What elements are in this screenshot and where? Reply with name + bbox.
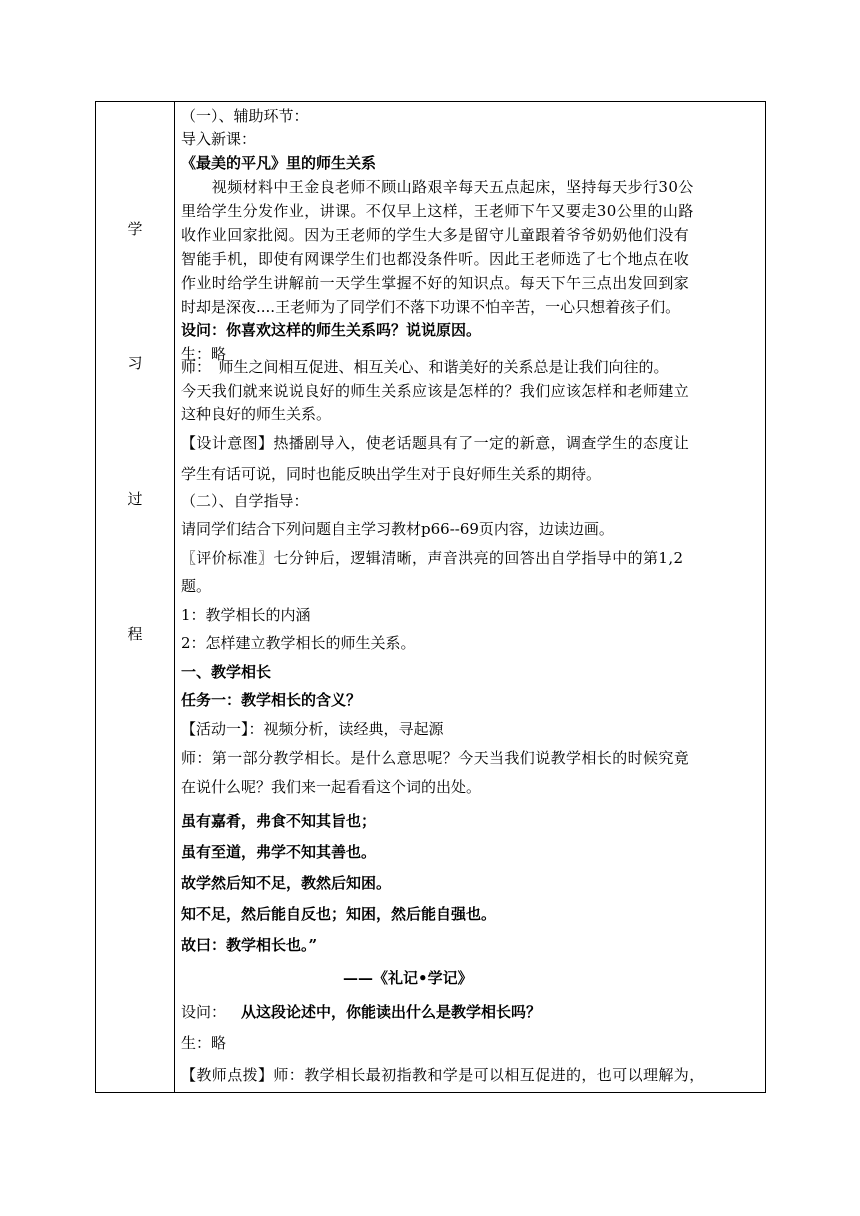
list-item: 1：教学相长的内涵: [181, 606, 311, 624]
text-line: 生：略: [181, 345, 227, 363]
section-heading: （二）、自学指导：: [181, 492, 309, 510]
text-line: 里给学生分发作业，讲课。不仅早上这样，王老师下午又要走30公里的山路: [181, 202, 694, 220]
text-line: 收作业回家批阅。因为王老师的学生大多是留守儿童跟着爷爷奶奶他们没有: [181, 226, 690, 244]
list-item: 2：怎样建立教学相长的师生关系。: [181, 634, 416, 652]
quote-line: 虽有嘉肴，弗食不知其旨也；: [181, 812, 377, 830]
activity-line: 【活动一】：视频分析，读经典，寻起源: [181, 720, 444, 738]
text-line: 师：第一部分教学相长。是什么意思呢？今天当我们说教学相长的时候究竟: [181, 749, 690, 767]
section-label-char: 程: [127, 625, 143, 643]
quote-source: ——《礼记•学记》: [343, 969, 473, 987]
quote-line: 知不足，然后能自反也；知困，然后能自强也。: [181, 905, 497, 923]
question-label: 设问：: [181, 1003, 227, 1021]
quote-line: 故曰：教学相长也。”: [181, 936, 318, 954]
text-line: 智能手机，即使有网课学生们也都没条件听。因此王老师选了七个地点在收: [181, 250, 690, 268]
topic-title: 《最美的平凡》里的师生关系: [181, 154, 377, 172]
text-line: 导入新课：: [181, 130, 257, 148]
text-line: 今天我们就来说说良好的师生关系应该是怎样的？我们应该怎样和老师建立: [181, 382, 690, 400]
text-line: 请同学们结合下列问题自主学习教材p66--69页内容，边读边画。: [181, 520, 614, 538]
text-line: 题。: [181, 577, 212, 595]
section-heading: （一）、辅助环节：: [181, 107, 309, 125]
text-line: 视频材料中王金良老师不顾山路艰辛每天五点起床，坚持每天步行30公: [181, 178, 694, 196]
section-heading: 一、教学相长: [181, 663, 272, 681]
text-line: 师： 师生之间相互促进、相互关心、和谐美好的关系总是让我们向往的。: [181, 358, 669, 376]
text-line: 时却是深夜....王老师为了同学们不落下功课不怕辛苦，一心只想着孩子们。: [181, 298, 681, 316]
teacher-guidance-line: 【教师点拨】师：教学相长最初指教和学是可以相互促进的，也可以理解为，: [181, 1066, 705, 1084]
quote-line: 虽有至道，弗学不知其善也。: [181, 843, 377, 861]
text-line: 这种良好的师生关系。: [181, 405, 332, 423]
text-line: 生：略: [181, 1034, 227, 1052]
quote-line: 故学然后知不足，教然后知困。: [181, 874, 392, 892]
task-heading: 任务一：教学相长的含义？: [181, 691, 362, 709]
text-line: 学生有话可说，同时也能反映出学生对于良好师生关系的期待。: [181, 465, 602, 483]
text-line: 〖评价标准〗七分钟后，逻辑清晰，声音洪亮的回答出自学指导中的第1,2: [181, 549, 684, 567]
section-label-char: 过: [127, 490, 143, 508]
text-line: 作业时给学生讲解前一天学生掌握不好的知识点。每天下午三点出发回到家: [181, 274, 690, 292]
section-label-char: 习: [127, 354, 143, 372]
question-line: 设问：你喜欢这样的师生关系吗？说说原因。: [181, 321, 482, 339]
section-label-char: 学: [127, 220, 143, 238]
question-line: 从这段论述中，你能读出什么是教学相长吗？: [241, 1003, 542, 1021]
text-line: 在说什么呢？我们来一起看看这个词的出处。: [181, 778, 482, 796]
section-label-column: [96, 102, 175, 1092]
design-intent-line: 【设计意图】热播剧导入，使老话题具有了一定的新意，调查学生的态度让: [181, 434, 690, 452]
lesson-table: [95, 101, 766, 1093]
